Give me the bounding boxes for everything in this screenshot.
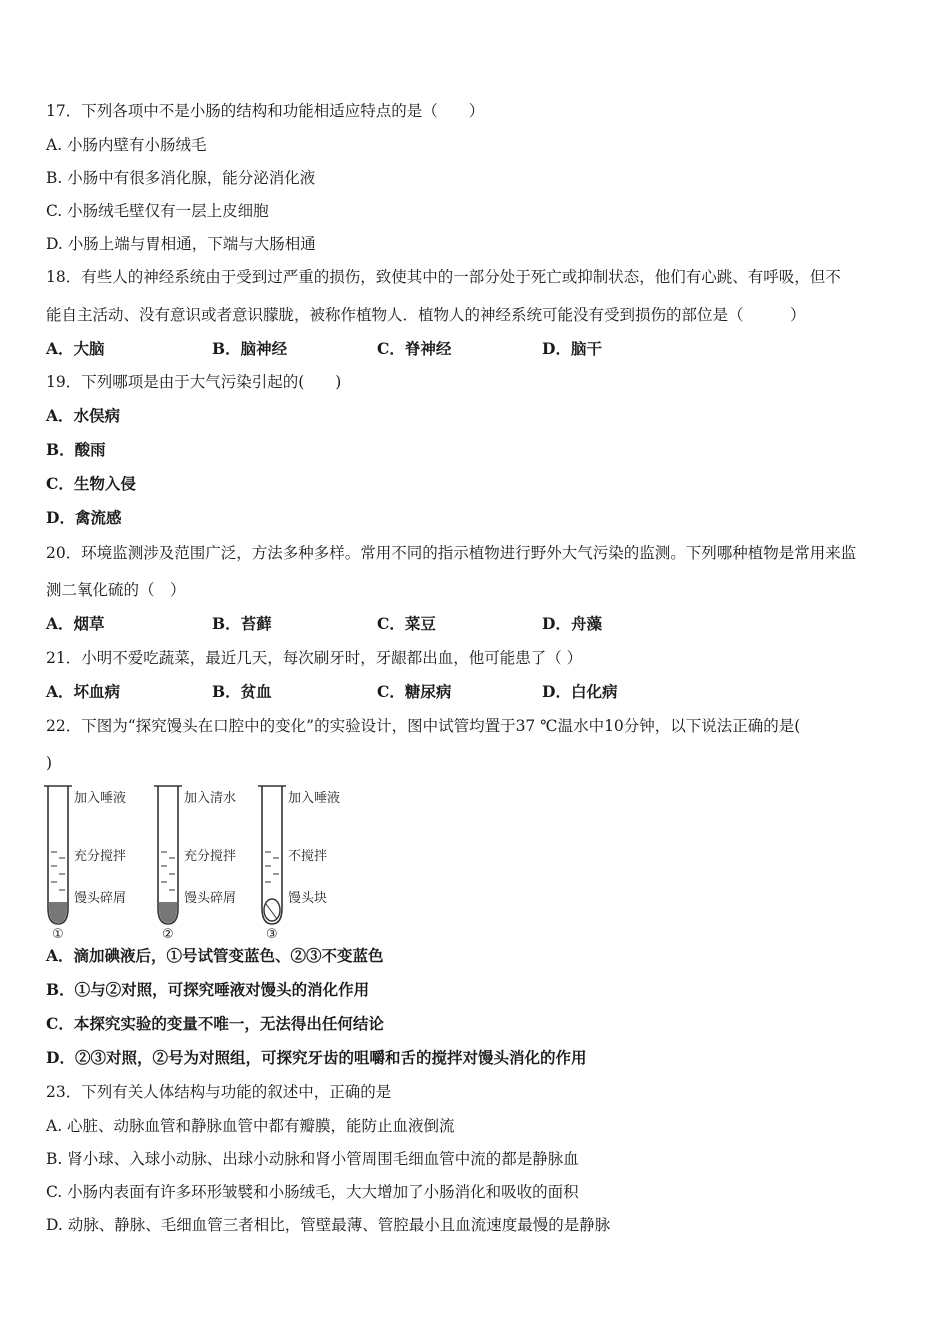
- q18-option-c: C．脊神经: [377, 339, 452, 358]
- q23-option-b: B. 肾小球、入球小动脉、出球小动脉和肾小管周围毛细血管中流的都是静脉血: [46, 1150, 579, 1168]
- q22-option-b: B．①与②对照，可探究唾液对馒头的消化作用: [46, 980, 370, 999]
- q21-option-c: C．糖尿病: [377, 682, 452, 701]
- q20-option-d: D．舟藻: [542, 614, 602, 633]
- tube2-mid-label: 充分搅拌: [184, 849, 237, 864]
- tube1-bottom-label: 馒头碎屑: [74, 891, 127, 906]
- q18-option-a: A．大脑: [46, 339, 105, 358]
- bread-block: [264, 899, 280, 921]
- q17-option-b: B. 小肠中有很多消化腺，能分泌消化液: [46, 169, 316, 187]
- q20-options: [46, 614, 806, 634]
- q20-stem-line2: 测二氧化硫的（ ）: [46, 581, 186, 599]
- test-tube-2: [154, 786, 236, 940]
- tube3-number: ③: [266, 927, 278, 940]
- q22-stem-line1: 22．下图为“探究馒头在口腔中的变化”的实验设计，图中试管均置于37 ℃温水中10分钟，以下说法正确的是(: [46, 717, 801, 735]
- q23-option-d: D. 动脉、静脉、毛细血管三者相比，管壁最薄、管腔最小且血流速度最慢的是静脉: [46, 1216, 611, 1234]
- q17-option-c: C. 小肠绒毛壁仅有一层上皮细胞: [46, 202, 269, 220]
- tube2-top-label: 加入清水: [184, 791, 237, 806]
- test-tube-1: [44, 786, 126, 940]
- tube2-bottom-label: 馒头碎屑: [184, 891, 237, 906]
- q19-stem: 19．下列哪项是由于大气污染引起的( ): [46, 373, 342, 391]
- q21-option-d: D．白化病: [542, 682, 618, 701]
- q22-option-c: C．本探究实验的变量不唯一，无法得出任何结论: [46, 1014, 384, 1033]
- q20-option-b: B．苔藓: [212, 614, 272, 633]
- q18-stem-line2: 能自主活动、没有意识或者意识朦胧，被称作植物人．植物人的神经系统可能没有受到损伤的部位是（ ）: [46, 306, 806, 324]
- q20-stem-line1: 20．环境监测涉及范围广泛，方法多种多样。常用不同的指示植物进行野外大气污染的监测。下列哪种植物是常用来监: [46, 544, 857, 562]
- q18-options: [46, 339, 806, 359]
- bread-crumbs-2: [159, 902, 177, 923]
- q17-option-a: A. 小肠内壁有小肠绒毛: [46, 136, 207, 154]
- test-tube-3: [258, 786, 340, 940]
- q20-option-c: C．菜豆: [377, 614, 436, 633]
- q21-stem: 21．小明不爱吃蔬菜，最近几天，每次刷牙时，牙龈都出血，他可能患了（ ）: [46, 649, 583, 667]
- q18-stem-line1: 18．有些人的神经系统由于受到过严重的损伤，致使其中的一部分处于死亡或抑制状态，他们有心跳、有呼吸，但不: [46, 268, 841, 286]
- q17-option-d: D. 小肠上端与胃相通，下端与大肠相通: [46, 235, 316, 253]
- q21-options: [46, 682, 806, 702]
- q19-option-a: A．水俣病: [46, 406, 121, 425]
- q22-option-a: A．滴加碘液后，①号试管变蓝色、②③不变蓝色: [46, 946, 384, 965]
- q19-option-d: D．禽流感: [46, 508, 122, 527]
- q18-option-b: B．脑神经: [212, 339, 288, 358]
- tube1-mid-label: 充分搅拌: [74, 849, 127, 864]
- tube3-top-label: 加入唾液: [288, 791, 341, 806]
- tube3-mid-label: 不搅拌: [288, 849, 328, 864]
- q23-stem: 23．下列有关人体结构与功能的叙述中，正确的是: [46, 1083, 392, 1101]
- q19-option-b: B．酸雨: [46, 440, 106, 459]
- tube3-bottom-label: 馒头块: [288, 891, 328, 906]
- q23-option-c: C. 小肠内表面有许多环形皱襞和小肠绒毛，大大增加了小肠消化和吸收的面积: [46, 1183, 579, 1201]
- q17-stem: 17．下列各项中不是小肠的结构和功能相适应特点的是（ ）: [46, 102, 485, 120]
- q20-option-a: A．烟草: [46, 614, 105, 633]
- q19-option-c: C．生物入侵: [46, 474, 136, 493]
- tube1-number: ①: [52, 927, 64, 940]
- test-tube-figure: [40, 780, 360, 940]
- tube2-number: ②: [162, 927, 174, 940]
- q21-option-a: A．坏血病: [46, 682, 121, 701]
- q22-option-d: D．②③对照，②号为对照组，可探究牙齿的咀嚼和舌的搅拌对馒头消化的作用: [46, 1048, 587, 1067]
- q21-option-b: B．贫血: [212, 682, 272, 701]
- q23-option-a: A. 心脏、动脉血管和静脉血管中都有瓣膜，能防止血液倒流: [46, 1117, 455, 1135]
- q22-stem-line2: ): [46, 754, 53, 772]
- bread-crumbs-1: [49, 902, 67, 923]
- q18-option-d: D．脑干: [542, 339, 602, 358]
- tube1-top-label: 加入唾液: [74, 791, 127, 806]
